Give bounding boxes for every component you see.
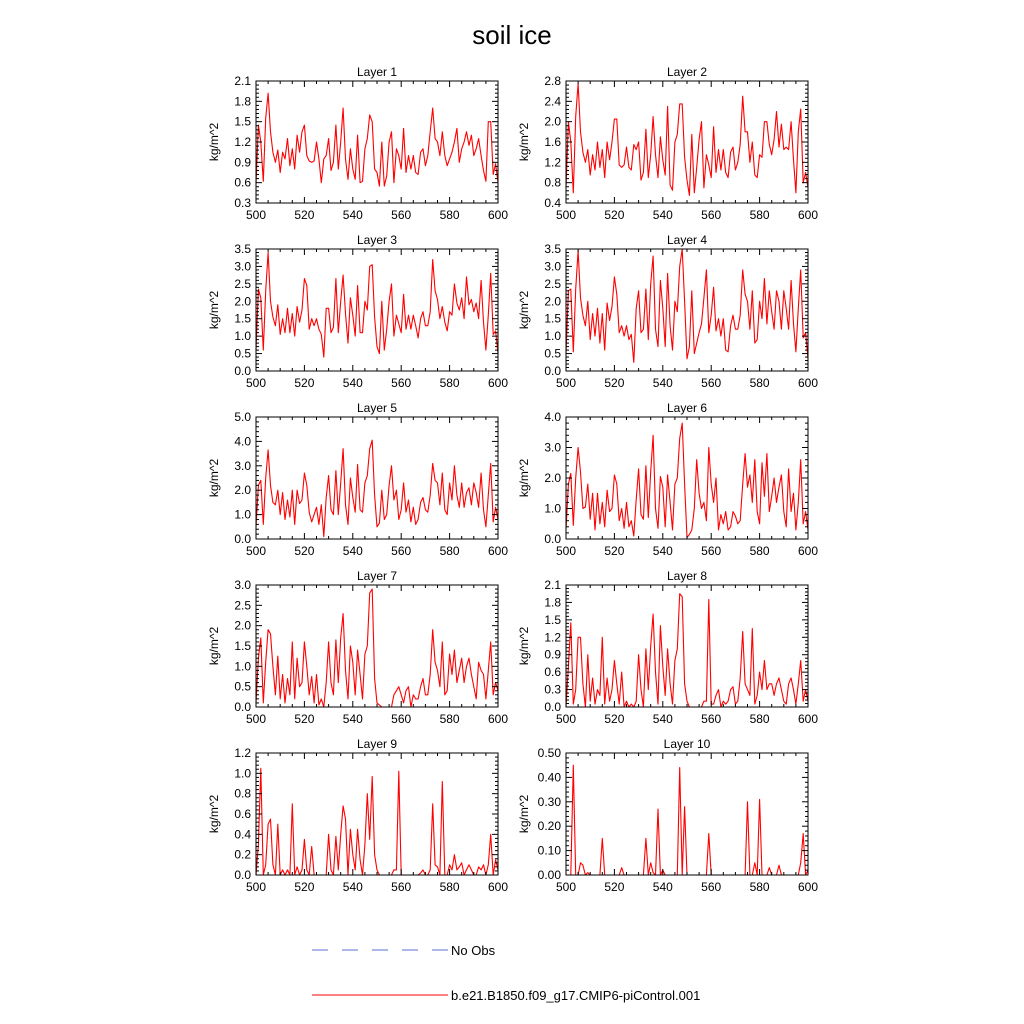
y-axis-label: kg/m^2 (517, 626, 531, 666)
x-tick-label: 540 (652, 880, 673, 894)
x-tick-label: 580 (749, 544, 770, 558)
legend (312, 943, 700, 1003)
x-tick-label: 500 (555, 208, 577, 222)
x-tick-label: 560 (391, 712, 412, 726)
x-tick-label: 580 (439, 880, 460, 894)
y-axis-label: kg/m^2 (207, 794, 221, 834)
series-line (256, 440, 498, 536)
panel-layer-1 (207, 65, 508, 222)
y-tick-label: 3.0 (544, 259, 561, 274)
x-tick-label: 540 (652, 712, 673, 726)
y-axis-label: kg/m^2 (207, 290, 221, 330)
y-axis-label: kg/m^2 (207, 458, 221, 498)
y-axis-label: kg/m^2 (207, 626, 221, 666)
x-tick-label: 500 (555, 376, 577, 390)
y-axis-label: kg/m^2 (517, 458, 531, 498)
y-tick-label: 0.4 (544, 196, 561, 210)
y-tick-label: 0.3 (544, 682, 561, 697)
y-tick-label: 1.2 (544, 155, 561, 170)
x-tick-label: 580 (439, 208, 460, 222)
y-tick-label: 2.5 (544, 276, 561, 291)
x-tick-label: 520 (294, 544, 315, 558)
x-tick-label: 500 (245, 544, 267, 558)
y-tick-label: 3.5 (234, 242, 251, 256)
x-tick-label: 580 (749, 880, 770, 894)
x-tick-label: 560 (701, 712, 722, 726)
x-tick-label: 600 (797, 712, 819, 726)
panel-layer-9 (207, 737, 508, 894)
y-tick-label: 0.00 (537, 868, 561, 882)
panels-grid (207, 65, 818, 894)
x-tick-label: 560 (701, 208, 722, 222)
y-tick-label: 2.0 (544, 114, 561, 129)
y-tick-label: 0.50 (537, 746, 561, 760)
x-tick-label: 520 (294, 208, 315, 222)
x-tick-label: 580 (439, 376, 460, 390)
y-tick-label: 2.1 (544, 578, 561, 592)
y-tick-label: 0.9 (544, 647, 561, 662)
y-tick-label: 0.8 (234, 786, 251, 801)
x-tick-label: 500 (245, 880, 267, 894)
y-axis-label: kg/m^2 (517, 290, 531, 330)
y-tick-label: 0.0 (544, 700, 561, 714)
y-tick-label: 0.0 (544, 532, 561, 546)
y-tick-label: 0.6 (544, 665, 561, 680)
y-tick-label: 1.2 (234, 135, 251, 149)
y-tick-label: 3.0 (544, 440, 561, 455)
series-line (256, 253, 498, 358)
y-tick-label: 1.6 (544, 135, 561, 149)
x-tick-label: 560 (701, 376, 722, 390)
x-tick-label: 580 (439, 544, 460, 558)
x-tick-label: 520 (294, 880, 315, 894)
x-tick-label: 600 (487, 880, 509, 894)
panel-title: Layer 8 (666, 569, 708, 583)
x-tick-label: 500 (245, 208, 267, 222)
y-tick-label: 0.9 (234, 155, 251, 170)
y-tick-label: 1.0 (234, 766, 251, 781)
x-tick-label: 540 (342, 544, 363, 558)
series-line (566, 84, 808, 196)
y-tick-label: 0.0 (234, 868, 251, 882)
y-tick-label: 0.5 (544, 346, 561, 361)
panel-title: Layer 5 (356, 401, 398, 415)
panel-title: Layer 1 (356, 65, 398, 79)
plot-frame (256, 81, 498, 203)
y-tick-label: 0.20 (537, 819, 561, 834)
y-tick-label: 0.5 (234, 679, 251, 694)
x-tick-label: 600 (487, 712, 509, 726)
panel-layer-10 (517, 737, 818, 894)
y-tick-label: 0.8 (544, 175, 561, 190)
panel-title: Layer 10 (663, 737, 711, 751)
x-tick-label: 540 (342, 376, 363, 390)
panel-layer-5 (207, 401, 508, 558)
panel-layer-7 (207, 569, 508, 726)
y-tick-label: 0.3 (234, 196, 251, 210)
x-tick-label: 580 (439, 712, 460, 726)
x-tick-label: 520 (604, 376, 625, 390)
panel-title: Layer 7 (356, 569, 398, 583)
y-axis-label: kg/m^2 (207, 122, 221, 162)
x-tick-label: 520 (604, 712, 625, 726)
series-line (566, 765, 808, 875)
y-tick-label: 3.0 (234, 578, 251, 592)
x-tick-label: 540 (342, 208, 363, 222)
y-tick-label: 2.5 (234, 598, 251, 613)
y-tick-label: 1.2 (544, 630, 561, 645)
panel-title: Layer 3 (356, 233, 398, 247)
y-tick-label: 1.2 (234, 746, 251, 760)
x-tick-label: 500 (245, 376, 267, 390)
x-tick-label: 540 (342, 880, 363, 894)
x-tick-label: 600 (797, 544, 819, 558)
x-tick-label: 580 (749, 208, 770, 222)
y-tick-label: 0.6 (234, 807, 251, 821)
series-line (566, 423, 808, 537)
y-tick-label: 2.5 (234, 276, 251, 291)
y-tick-label: 0.0 (544, 364, 561, 378)
x-tick-label: 600 (487, 208, 509, 222)
figure-title: soil ice (472, 20, 552, 50)
x-tick-label: 580 (749, 376, 770, 390)
x-tick-label: 560 (391, 544, 412, 558)
y-tick-label: 1.0 (234, 507, 251, 522)
y-tick-label: 3.5 (544, 242, 561, 256)
y-tick-label: 3.0 (234, 259, 251, 274)
legend-label: b.e21.B1850.f09_g17.CMIP6-piControl.001 (451, 988, 701, 1003)
x-tick-label: 500 (245, 712, 267, 726)
y-tick-label: 0.0 (234, 364, 251, 378)
x-tick-label: 600 (487, 376, 509, 390)
x-tick-label: 520 (604, 544, 625, 558)
x-tick-label: 540 (652, 208, 673, 222)
x-tick-label: 600 (797, 880, 819, 894)
y-tick-label: 1.8 (544, 595, 561, 610)
x-tick-label: 540 (342, 712, 363, 726)
x-tick-label: 520 (294, 712, 315, 726)
x-tick-label: 500 (555, 880, 577, 894)
plot-frame (256, 249, 498, 371)
x-tick-label: 560 (391, 208, 412, 222)
y-tick-label: 2.0 (234, 618, 251, 633)
x-tick-label: 580 (749, 712, 770, 726)
y-tick-label: 4.0 (234, 434, 251, 449)
x-tick-label: 560 (391, 880, 412, 894)
panel-title: Layer 4 (666, 233, 708, 247)
x-tick-label: 540 (652, 376, 673, 390)
y-tick-label: 0.5 (234, 346, 251, 361)
y-tick-label: 3.0 (234, 458, 251, 473)
panel-layer-3 (207, 233, 508, 390)
x-tick-label: 520 (294, 376, 315, 390)
y-tick-label: 1.0 (234, 329, 251, 344)
x-tick-label: 600 (797, 208, 819, 222)
y-tick-label: 0.30 (537, 794, 561, 809)
series-line (256, 93, 498, 186)
y-tick-label: 1.8 (234, 94, 251, 109)
panel-title: Layer 9 (356, 737, 398, 751)
y-tick-label: 1.5 (234, 639, 251, 653)
panel-title: Layer 2 (666, 65, 708, 79)
y-tick-label: 2.8 (544, 74, 561, 88)
y-tick-label: 2.0 (544, 471, 561, 485)
y-tick-label: 0.0 (234, 532, 251, 546)
y-tick-label: 1.5 (234, 114, 251, 129)
y-tick-label: 0.40 (537, 770, 561, 785)
panel-title: Layer 6 (666, 401, 708, 415)
y-tick-label: 1.0 (544, 501, 561, 516)
panel-layer-2 (517, 65, 818, 222)
y-axis-label: kg/m^2 (517, 122, 531, 162)
x-tick-label: 600 (797, 376, 819, 390)
plot-frame (566, 81, 808, 203)
y-axis-label: kg/m^2 (517, 794, 531, 834)
x-tick-label: 560 (391, 376, 412, 390)
y-tick-label: 1.5 (544, 612, 561, 627)
panel-layer-6 (517, 401, 818, 558)
series-line (256, 589, 498, 707)
x-tick-label: 600 (487, 544, 509, 558)
y-tick-label: 1.5 (544, 311, 561, 326)
y-tick-label: 2.0 (234, 483, 251, 498)
y-tick-label: 0.4 (234, 827, 251, 842)
x-tick-label: 540 (652, 544, 673, 558)
x-tick-label: 560 (701, 880, 722, 894)
series-line (566, 249, 808, 362)
y-tick-label: 1.0 (234, 659, 251, 674)
series-line (566, 594, 808, 707)
plot-frame (566, 753, 808, 875)
x-tick-label: 520 (604, 880, 625, 894)
panel-layer-4 (517, 233, 818, 390)
panel-layer-8 (517, 569, 818, 726)
series-line (256, 768, 498, 875)
y-tick-label: 0.0 (234, 700, 251, 714)
x-tick-label: 500 (555, 712, 577, 726)
y-tick-label: 2.1 (234, 74, 251, 88)
y-tick-label: 4.0 (544, 410, 561, 424)
x-tick-label: 560 (701, 544, 722, 558)
y-tick-label: 0.6 (234, 175, 251, 190)
y-tick-label: 1.0 (544, 329, 561, 344)
x-tick-label: 520 (604, 208, 625, 222)
x-tick-label: 500 (555, 544, 577, 558)
y-tick-label: 5.0 (234, 410, 251, 424)
y-tick-label: 1.5 (234, 311, 251, 326)
plot-frame (566, 417, 808, 539)
y-tick-label: 2.4 (544, 94, 561, 109)
y-tick-label: 2.0 (544, 294, 561, 309)
y-tick-label: 0.2 (234, 847, 251, 862)
legend-label: No Obs (451, 943, 496, 958)
y-tick-label: 0.10 (537, 843, 561, 858)
y-tick-label: 2.0 (234, 294, 251, 309)
